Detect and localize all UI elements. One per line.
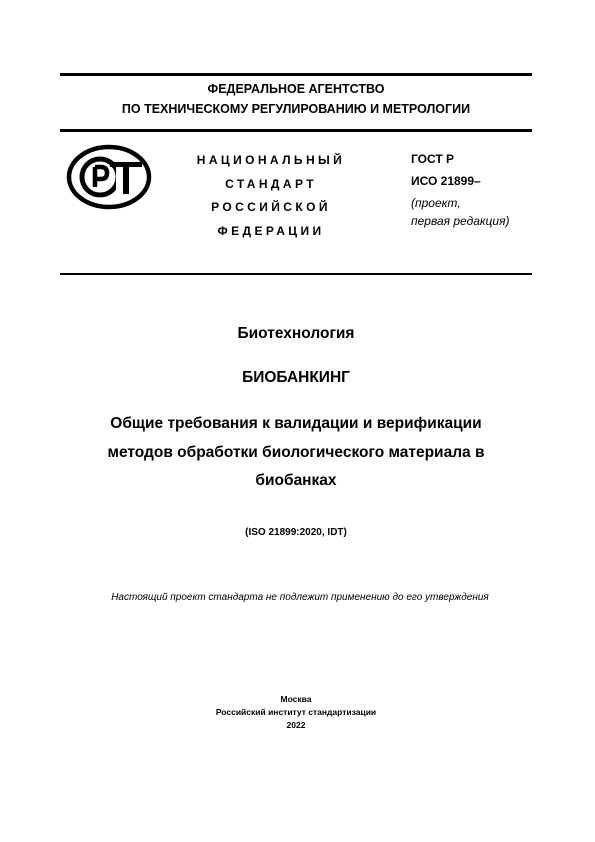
national-standard-line: СТАНДАРТ: [225, 176, 317, 191]
iso-reference: (ISO 21899:2020, IDT): [245, 527, 347, 538]
description-line: методов обработки биологического материала в: [107, 443, 485, 461]
draft-status-line-1: (проект,: [411, 196, 461, 210]
designation-line-1: ГОСТ Р: [411, 152, 455, 166]
national-standard-line: РОССИЙСКОЙ: [211, 200, 331, 214]
document-description: [70, 410, 522, 496]
national-standard-line: ФЕДЕРАЦИИ: [217, 223, 325, 238]
header-rule: [60, 129, 532, 132]
document-subject: БИОБАНКИНГ: [242, 369, 350, 386]
agency-line-2: ПО ТЕХНИЧЕСКОМУ РЕГУЛИРОВАНИЮ И МЕТРОЛОГИИ: [121, 102, 471, 116]
agency-line-1: ФЕДЕРАЛЬНОЕ АГЕНТСТВО: [207, 82, 385, 96]
publication-footer: [60, 693, 532, 732]
footer-publisher: Российский институт стандартизации: [215, 707, 377, 717]
designation-line-2: ИСО 21899–: [411, 174, 481, 188]
standard-designation: [411, 150, 541, 230]
agency-name: [60, 79, 532, 119]
gost-r-logo-icon: [66, 144, 156, 210]
document-title: Биотехнология: [237, 325, 355, 342]
footer-city: Москва: [280, 694, 312, 704]
national-standard-block: [166, 149, 376, 243]
bottom-header-rule: [60, 273, 532, 275]
draft-status-line-2: первая редакция): [411, 214, 510, 228]
footer-year: 2022: [286, 720, 306, 730]
top-rule: [60, 73, 532, 76]
description-line: Общие требования к валидации и верификации: [110, 415, 482, 432]
national-standard-line: НАЦИОНАЛЬНЫЙ: [196, 153, 346, 167]
draft-notice: Настоящий проект стандарта не подлежит применению до его утверждения: [111, 592, 489, 603]
description-line: биобанках: [255, 472, 337, 489]
